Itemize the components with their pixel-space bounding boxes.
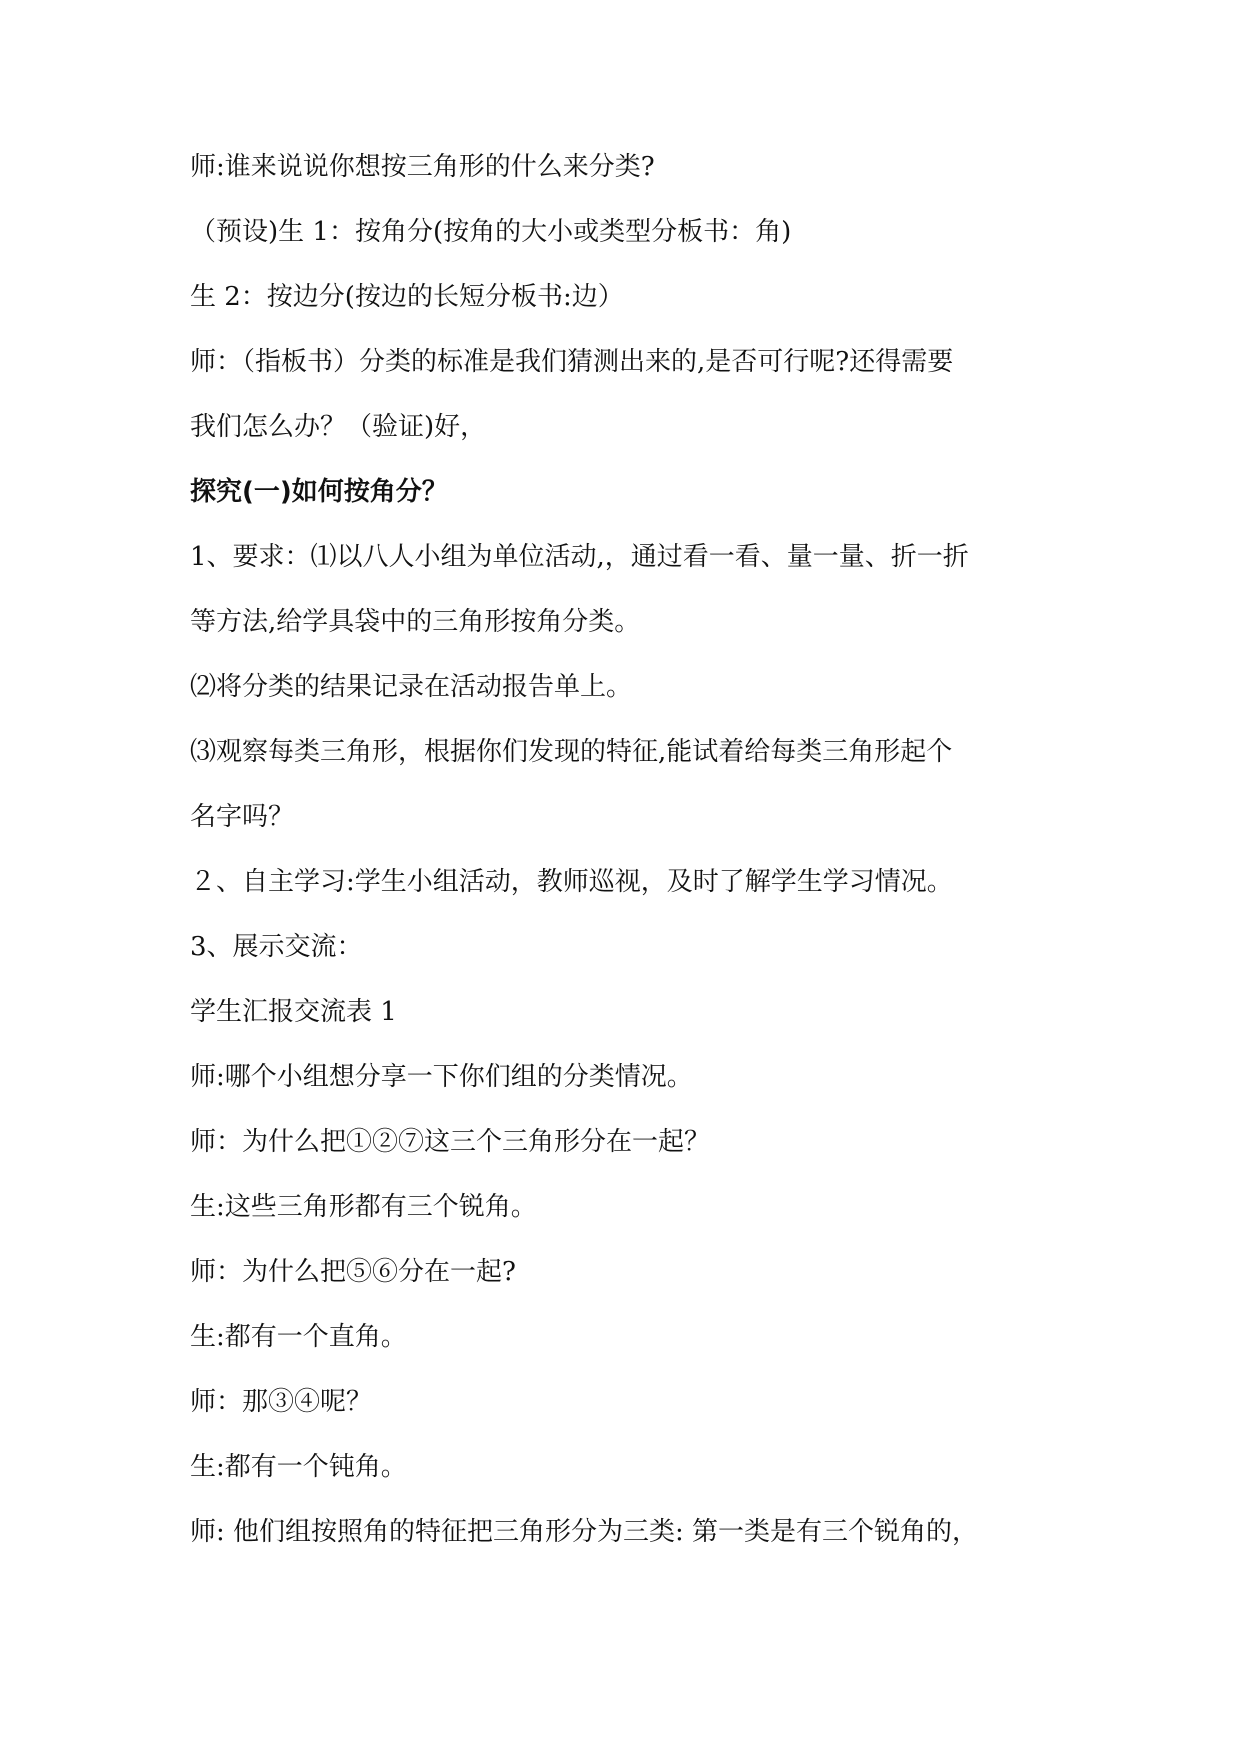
text-line: 师：为什么把①②⑦这三个三角形分在一起？ [190,1127,711,1157]
text-line: 等方法,给学具袋中的三角形按角分类。 [190,607,641,637]
text-line: 我们怎么办？（验证)好， [190,412,487,442]
text-line: 师: 他们组按照角的特征把三角形分为三类: 第一类是有三个锐角的， [190,1517,979,1547]
text-line: 生:这些三角形都有三个锐角。 [190,1192,537,1222]
text-line: 师：（指板书）分类的标准是我们猜测出来的,是否可行呢?还得需要 [190,347,954,377]
text-line: ⑶观察每类三角形，根据你们发现的特征,能试着给每类三角形起个 [190,737,953,767]
text-line: 生:都有一个直角。 [190,1322,407,1352]
text-line: ２、自主学习:学生小组活动，教师巡视，及时了解学生学习情况。 [190,867,953,897]
text-line: 3、展示交流： [190,932,363,962]
text-line: 生 2：按边分(按边的长短分板书:边） [190,282,624,312]
text-line: ⑵将分类的结果记录在活动报告单上。 [190,672,633,702]
text-line: 生:都有一个钝角。 [190,1452,407,1482]
text-line: 师：为什么把⑤⑥分在一起? [190,1257,516,1287]
text-line: （预设)生 1：按角分(按角的大小或类型分板书：角) [190,217,792,247]
text-line: 名字吗？ [190,802,295,832]
text-line: 师:谁来说说你想按三角形的什么来分类? [190,152,655,182]
section-heading: 探究(一)如何按角分？ [190,477,448,507]
text-line: 学生汇报交流表 1 [190,997,397,1027]
text-line: 1、要求：⑴以八人小组为单位活动,，通过看一看、量一量、折一折 [190,542,969,572]
text-line: 师:哪个小组想分享一下你们组的分类情况。 [190,1062,693,1092]
text-line: 师：那③④呢？ [190,1387,373,1417]
